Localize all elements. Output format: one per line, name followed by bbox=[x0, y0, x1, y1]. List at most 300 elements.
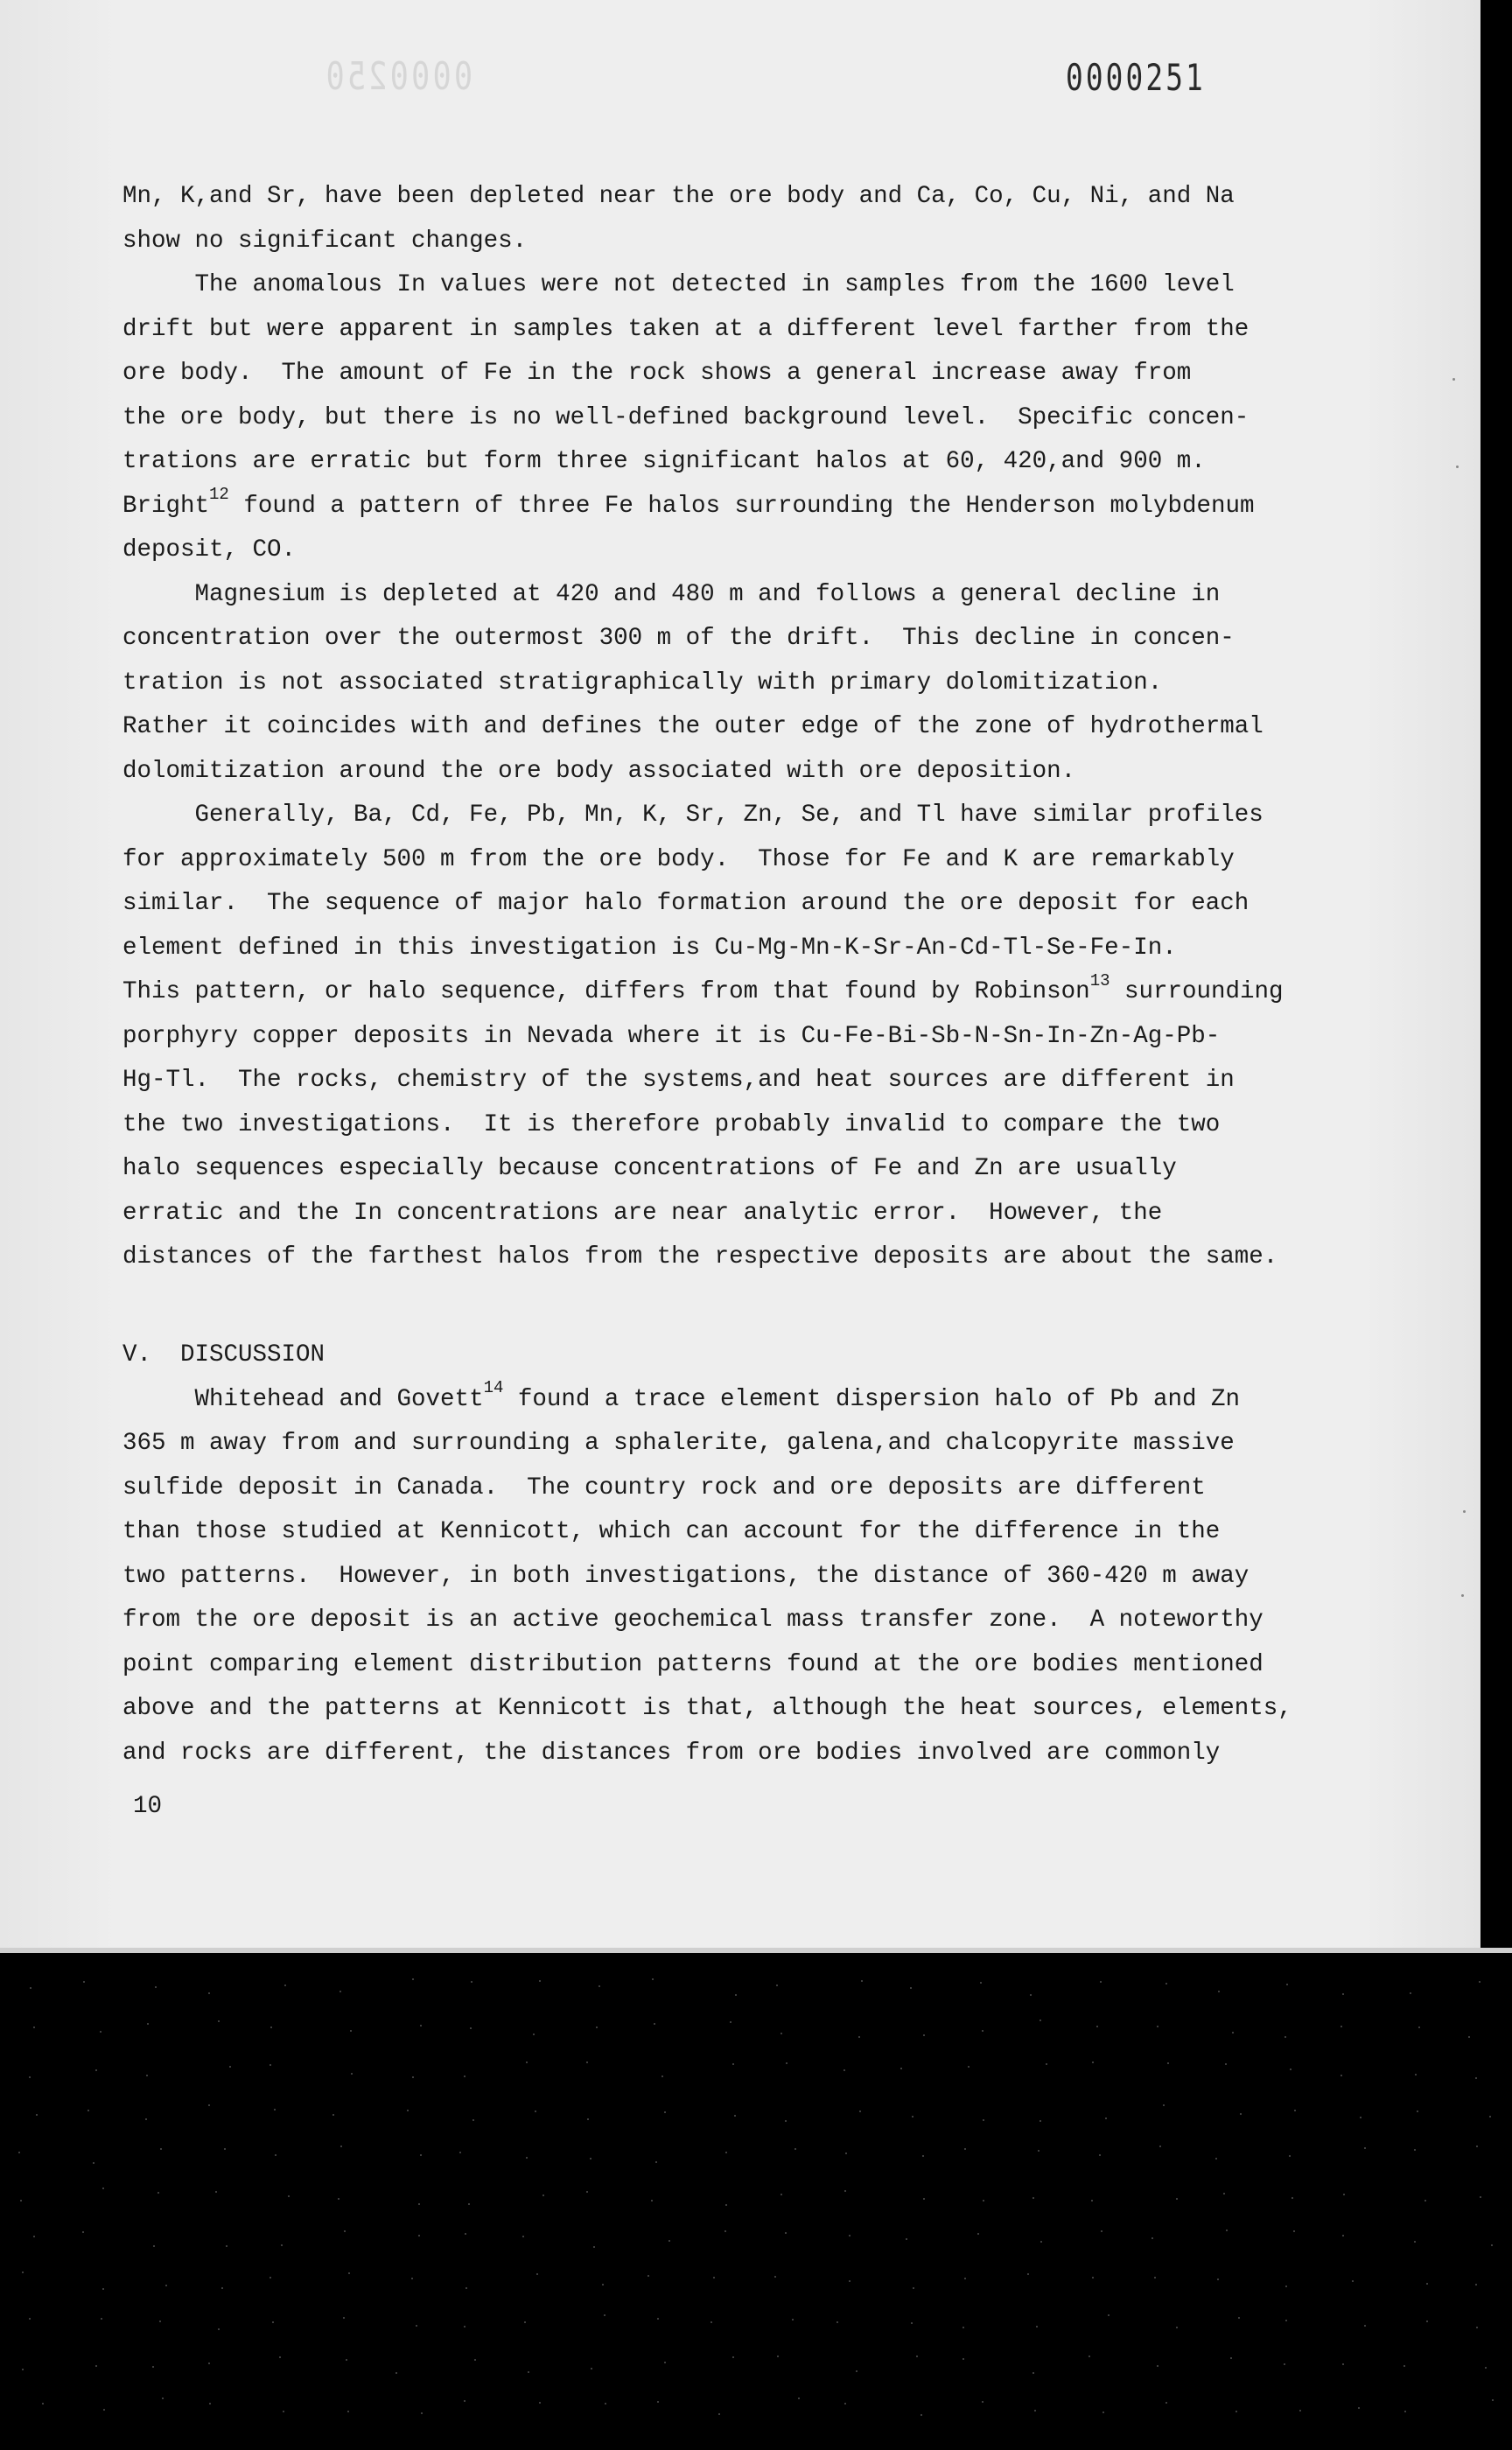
text-line: point comparing element distribution patterns found at the ore bodies mentioned bbox=[122, 1650, 1264, 1678]
scan-noise-dot bbox=[464, 2326, 466, 2328]
scan-noise-dot bbox=[1479, 1981, 1480, 1983]
scan-noise-dot bbox=[1414, 2241, 1416, 2243]
scan-noise-dot bbox=[710, 2321, 712, 2323]
scan-noise-dot bbox=[36, 2114, 38, 2116]
paper-speck bbox=[1456, 466, 1459, 468]
scan-noise-dot bbox=[964, 2278, 966, 2279]
scan-noise-dot bbox=[343, 2317, 345, 2319]
scan-noise-dot bbox=[284, 1984, 286, 1986]
scan-noise-dot bbox=[1040, 2120, 1041, 2122]
scan-noise-dot bbox=[274, 2109, 276, 2110]
scan-noise-dot bbox=[1027, 2273, 1029, 2275]
scan-noise-dot bbox=[923, 2034, 925, 2036]
scan-noise-dot bbox=[662, 2076, 663, 2077]
scan-noise-dot bbox=[33, 2026, 35, 2028]
scan-noise-dot bbox=[1032, 2372, 1034, 2374]
scan-noise-dot bbox=[528, 2371, 529, 2373]
scan-noise-dot bbox=[586, 2191, 588, 2193]
scan-noise-dot bbox=[95, 2069, 97, 2071]
scan-noise-dot bbox=[83, 1981, 85, 1983]
scan-noise-dot bbox=[1286, 1984, 1288, 1985]
scan-noise-dot bbox=[1152, 2237, 1153, 2239]
scan-noise-dot bbox=[845, 2152, 847, 2154]
scan-noise-dot bbox=[459, 2152, 461, 2153]
scan-noise-dot bbox=[162, 2398, 164, 2399]
scan-noise-dot bbox=[1030, 1994, 1032, 1996]
scan-noise-dot bbox=[539, 2402, 541, 2404]
scan-noise-dot bbox=[100, 2031, 102, 2033]
scan-noise-dot bbox=[102, 2288, 104, 2290]
scan-noise-dot bbox=[732, 2063, 734, 2065]
scan-noise-dot bbox=[1092, 2277, 1094, 2278]
scan-noise-dot bbox=[208, 2362, 210, 2364]
scan-noise-dot bbox=[542, 2194, 544, 2196]
scan-noise-dot bbox=[18, 2152, 20, 2153]
scan-noise-dot bbox=[861, 1980, 863, 1982]
scan-noise-dot bbox=[29, 2076, 31, 2078]
scan-noise-dot bbox=[1491, 2244, 1493, 2246]
scan-noise-dot bbox=[1404, 2411, 1406, 2412]
scan-noise-dot bbox=[465, 2233, 466, 2235]
scan-noise-dot bbox=[332, 2114, 334, 2116]
scan-noise-dot bbox=[33, 2236, 35, 2237]
scan-noise-dot bbox=[416, 2325, 417, 2327]
scan-noise-dot bbox=[470, 2027, 472, 2029]
scan-noise-dot bbox=[411, 2278, 413, 2279]
scan-noise-dot bbox=[1040, 2241, 1042, 2243]
body-text-top bbox=[122, 175, 1330, 1280]
scan-noise-dot bbox=[466, 2287, 467, 2289]
scan-noise-dot bbox=[350, 2030, 352, 2032]
scan-noise-dot bbox=[786, 2062, 788, 2064]
scan-noise-dot bbox=[1358, 2407, 1360, 2409]
scan-noise-dot bbox=[962, 2358, 964, 2360]
scan-noise-dot bbox=[1166, 2402, 1167, 2404]
scan-noise-dot bbox=[713, 2277, 715, 2278]
scan-noise-dot bbox=[1088, 2356, 1090, 2357]
scan-noise-dot bbox=[596, 2026, 598, 2028]
scan-noise-dot bbox=[590, 2158, 592, 2160]
scan-noise-dot bbox=[418, 2203, 420, 2205]
scan-noise-dot bbox=[604, 2314, 606, 2316]
scan-noise-dot bbox=[598, 1985, 600, 1987]
text-line: concentration over the outermost 300 m of the drift. This decline in concen- bbox=[122, 625, 1235, 652]
scan-noise-dot bbox=[964, 2148, 966, 2150]
scan-noise-dot bbox=[724, 2230, 726, 2232]
scan-noise-dot bbox=[226, 2245, 228, 2247]
scan-noise-dot bbox=[418, 2235, 420, 2236]
scan-noise-dot bbox=[982, 2401, 984, 2403]
scan-noise-dot bbox=[159, 2320, 161, 2322]
scan-noise-dot bbox=[165, 2285, 167, 2286]
text-line: element defined in this investigation is Cu-Mg-Mn-K-Sr-An-Cd-Tl-Se-Fe-In. bbox=[122, 934, 1177, 962]
scan-noise-dot bbox=[347, 2411, 349, 2412]
scan-noise-dot bbox=[95, 2365, 97, 2367]
scan-noise-dot bbox=[1105, 2118, 1107, 2119]
scan-noise-dot bbox=[1292, 2197, 1293, 2199]
scan-noise-dot bbox=[472, 2119, 474, 2121]
text-line: Hg-Tl. The rocks, chemistry of the systems,and heat sources are different in bbox=[122, 1067, 1235, 1094]
scan-noise-dot bbox=[586, 2062, 588, 2063]
scan-noise-dot bbox=[1096, 2026, 1098, 2027]
scan-noise-dot bbox=[1218, 1991, 1220, 1992]
scan-noise-dot bbox=[1092, 2062, 1094, 2063]
scan-noise-dot bbox=[602, 2284, 604, 2286]
scan-noise-dot bbox=[145, 2118, 147, 2120]
scan-noise-dot bbox=[776, 1984, 778, 1986]
scan-noise-dot bbox=[275, 2154, 276, 2156]
text-line: two patterns. However, in both investigations, the distance of 360-420 m away bbox=[122, 1562, 1250, 1590]
scan-noise-dot bbox=[657, 2401, 659, 2403]
text-line: the two investigations. It is therefore probably invalid to compare the two bbox=[122, 1110, 1221, 1138]
text-line: the ore body, but there is no well-defined background level. Specific concen- bbox=[122, 403, 1250, 431]
scan-noise-dot bbox=[651, 2200, 653, 2202]
scan-noise-dot bbox=[1475, 2284, 1477, 2286]
scan-noise-dot bbox=[82, 2231, 84, 2233]
robinson-line-start: This pattern, or halo sequence, differs from that found by Robinson bbox=[122, 978, 1090, 1005]
scan-noise-dot bbox=[1036, 2326, 1038, 2328]
govett-line-start: Whitehead and Govett bbox=[122, 1385, 484, 1413]
scan-noise-dot bbox=[464, 2076, 466, 2077]
scan-noise-dot bbox=[147, 2023, 149, 2025]
scan-noise-dot bbox=[1360, 2117, 1362, 2118]
scan-noise-dot bbox=[1099, 2154, 1101, 2156]
scan-noise-dot bbox=[270, 2277, 271, 2278]
scan-noise-dot bbox=[977, 2233, 979, 2235]
scan-noise-dot bbox=[922, 2155, 924, 2157]
scan-noise-dot bbox=[980, 1982, 982, 1984]
scan-noise-dot bbox=[340, 1991, 341, 1992]
scan-noise-dot bbox=[22, 2369, 24, 2370]
scan-noise-dot bbox=[270, 2064, 271, 2066]
scan-noise-dot bbox=[30, 1987, 32, 1989]
scan-noise-dot bbox=[664, 2362, 666, 2363]
scan-noise-dot bbox=[101, 2318, 102, 2320]
scan-noise-dot bbox=[844, 2403, 846, 2404]
scan-noise-dot bbox=[155, 1986, 157, 1988]
scan-noise-dot bbox=[1046, 2063, 1047, 2065]
scan-noise-dot bbox=[1040, 2020, 1041, 2021]
scan-noise-dot bbox=[798, 2398, 800, 2399]
scan-noise-dot bbox=[215, 2191, 217, 2193]
scan-noise-dot bbox=[654, 2023, 655, 2025]
page-number: 10 bbox=[133, 1793, 163, 1820]
scan-noise-dot bbox=[593, 2246, 595, 2248]
scan-noise-dot bbox=[88, 2110, 89, 2111]
text-line: Generally, Ba, Cd, Fe, Pb, Mn, K, Sr, Zn, Se, and Tl have similar profiles bbox=[122, 802, 1264, 829]
scan-noise-dot bbox=[160, 2148, 162, 2150]
scan-noise-dot bbox=[281, 2244, 283, 2246]
scan-noise-dot bbox=[718, 2413, 720, 2415]
bright-word: Bright bbox=[122, 492, 210, 520]
scan-noise-dot bbox=[1424, 2200, 1426, 2202]
scan-noise-dot bbox=[655, 2161, 657, 2163]
scan-noise-dot bbox=[29, 2318, 31, 2320]
scan-noise-dot bbox=[734, 2115, 736, 2117]
reference-12: 12 bbox=[209, 485, 229, 505]
scan-noise-dot bbox=[158, 2192, 159, 2194]
text-line: distances of the farthest halos from the respective deposits are about the same. bbox=[122, 1243, 1278, 1270]
scan-noise-dot bbox=[1091, 2200, 1093, 2202]
scan-noise-dot bbox=[1238, 2317, 1240, 2319]
scan-noise-dot bbox=[1215, 2158, 1217, 2160]
paper-speck bbox=[1452, 378, 1455, 381]
scan-noise-dot bbox=[1426, 2283, 1428, 2285]
scan-noise-dot bbox=[1166, 1983, 1167, 1984]
scan-noise-dot bbox=[1225, 2063, 1227, 2065]
scan-noise-dot bbox=[648, 2275, 649, 2277]
scan-noise-dot bbox=[533, 2034, 535, 2035]
scan-noise-dot bbox=[464, 2400, 466, 2402]
scan-noise-dot bbox=[1426, 2320, 1428, 2322]
scan-noise-dot bbox=[1108, 2314, 1110, 2316]
scan-noise-dot bbox=[910, 1987, 912, 1989]
scan-noise-dot bbox=[288, 2195, 290, 2197]
scan-noise-dot bbox=[218, 2328, 220, 2330]
scan-noise-dot bbox=[279, 2356, 281, 2358]
scan-noise-dot bbox=[1240, 2113, 1242, 2115]
text-line: and rocks are different, the distances from ore bodies involved are commonly bbox=[122, 1739, 1221, 1767]
scan-noise-dot bbox=[535, 2110, 536, 2112]
paper-speck bbox=[1463, 1510, 1466, 1513]
scan-noise-dot bbox=[792, 2319, 794, 2320]
scan-noise-dot bbox=[591, 2368, 592, 2370]
scan-noise-dot bbox=[1157, 2026, 1158, 2027]
scan-noise-dot bbox=[780, 2033, 782, 2034]
robinson-line-end: surrounding bbox=[1124, 978, 1284, 1005]
scan-noise-dot bbox=[1342, 2235, 1344, 2236]
scan-noise-dot bbox=[1415, 2074, 1417, 2076]
scan-noise-dot bbox=[93, 2162, 94, 2164]
scan-noise-dot bbox=[1489, 2116, 1491, 2118]
govett-line-end: found a trace element dispersion halo of Pb and Zn bbox=[517, 1385, 1241, 1413]
scan-noise-dot bbox=[1299, 2410, 1301, 2412]
scan-noise-dot bbox=[22, 2272, 24, 2273]
scan-noise-dot bbox=[900, 2068, 902, 2069]
text-line: show no significant changes. bbox=[122, 227, 528, 255]
reference-13: 13 bbox=[1089, 970, 1110, 990]
scan-noise-dot bbox=[856, 2370, 858, 2372]
scan-noise-dot bbox=[412, 1978, 414, 1980]
scan-noise-dot bbox=[1285, 2286, 1287, 2287]
text-line: tration is not associated stratigraphically with primary dolomitization. bbox=[122, 668, 1163, 696]
scan-noise-dot bbox=[1101, 2230, 1102, 2232]
scan-noise-dot bbox=[1226, 2230, 1228, 2231]
scan-noise-dot bbox=[725, 2152, 727, 2153]
text-line: for approximately 500 m from the ore body. Those for Fe and K are remarkably bbox=[122, 845, 1235, 873]
scan-noise-dot bbox=[471, 1981, 472, 1983]
scan-noise-dot bbox=[859, 2110, 861, 2112]
scan-edge bbox=[0, 1948, 1512, 1953]
scan-noise-dot bbox=[652, 1978, 654, 1980]
scan-noise-dot bbox=[923, 2198, 925, 2200]
scan-noise-dot bbox=[468, 2203, 470, 2205]
text-line: than those studied at Kennicott, which can account for the difference in the bbox=[122, 1518, 1221, 1545]
text-line: halo sequences especially because concentrations of Fe and Zn are usually bbox=[122, 1155, 1177, 1182]
scan-noise-dot bbox=[209, 2403, 211, 2404]
scan-noise-dot bbox=[103, 2409, 105, 2411]
scan-noise-dot bbox=[1102, 2412, 1104, 2413]
scan-noise-dot bbox=[524, 2321, 526, 2323]
scan-noise-dot bbox=[1364, 2147, 1366, 2149]
scan-noise-dot bbox=[1475, 2077, 1477, 2079]
scan-noise-dot bbox=[1476, 2146, 1478, 2147]
scan-noise-dot bbox=[526, 2157, 528, 2159]
scan-noise-dot bbox=[348, 2272, 350, 2274]
text-line: 365 m away from and surrounding a sphalerite, galena,and chalcopyrite massive bbox=[122, 1430, 1235, 1457]
discussion-section bbox=[122, 1334, 1330, 1775]
scan-noise-dot bbox=[351, 2073, 353, 2075]
scan-noise-dot bbox=[1476, 2327, 1478, 2328]
scan-noise-dot bbox=[668, 2240, 670, 2242]
scan-noise-dot bbox=[526, 2062, 528, 2063]
scan-noise-dot bbox=[1468, 2036, 1470, 2038]
scan-noise-dot bbox=[1289, 2155, 1291, 2157]
scan-noise-dot bbox=[1294, 2110, 1296, 2111]
scan-noise-dot bbox=[587, 2118, 589, 2120]
scan-noise-dot bbox=[1414, 2149, 1416, 2151]
scan-noise-dot bbox=[1176, 2327, 1178, 2328]
scan-noise-dot bbox=[664, 2111, 666, 2113]
scan-noise-dot bbox=[780, 2194, 782, 2195]
bleed-through-number: 0000250 bbox=[323, 54, 473, 99]
text-line: dolomitization around the ore body associated with ore deposition. bbox=[122, 757, 1076, 785]
scan-noise-dot bbox=[1492, 2399, 1494, 2401]
scan-noise-dot bbox=[983, 2200, 984, 2202]
text-line: ore body. The amount of Fe in the rock shows a general increase away from bbox=[122, 360, 1192, 387]
scan-noise-dot bbox=[983, 2119, 984, 2121]
scan-noise-dot bbox=[1293, 2230, 1295, 2232]
scan-noise-dot bbox=[735, 1994, 737, 1996]
scan-noise-dot bbox=[1290, 2068, 1292, 2070]
scan-noise-dot bbox=[272, 2321, 274, 2323]
scan-noise-dot bbox=[858, 2036, 860, 2038]
scan-noise-dot bbox=[1167, 2062, 1169, 2064]
scan-noise-dot bbox=[1284, 2036, 1286, 2038]
scan-noise-dot bbox=[1038, 2150, 1040, 2152]
scan-noise-dot bbox=[1163, 2104, 1165, 2106]
text-line: erratic and the In concentrations are near analytic error. However, the bbox=[122, 1199, 1163, 1227]
scan-noise-dot bbox=[777, 2356, 779, 2357]
scan-noise-dot bbox=[340, 2146, 342, 2147]
scan-noise-dot bbox=[146, 2075, 148, 2076]
scan-noise-dot bbox=[785, 2120, 787, 2122]
scan-noise-dot bbox=[283, 2411, 284, 2412]
scan-noise-dot bbox=[346, 2359, 347, 2361]
scan-noise-dot bbox=[218, 2020, 220, 2022]
scan-noise-dot bbox=[962, 2327, 964, 2328]
scan-noise-dot bbox=[844, 2069, 845, 2071]
scan-noise-dot bbox=[1157, 2365, 1158, 2367]
scan-noise-dot bbox=[1343, 2194, 1345, 2195]
scan-noise-dot bbox=[420, 2025, 422, 2026]
scan-noise-dot bbox=[1230, 2357, 1232, 2359]
scan-noise-dot bbox=[911, 2322, 913, 2324]
scan-noise-dot bbox=[920, 2414, 922, 2416]
scan-noise-dot bbox=[152, 2366, 154, 2368]
scan-noise-dot bbox=[605, 2403, 606, 2404]
scan-noise-dot bbox=[1480, 2196, 1481, 2198]
text-line-bright bbox=[122, 485, 1330, 529]
scan-noise-dot bbox=[229, 2066, 231, 2068]
scan-noise-dot bbox=[785, 2232, 787, 2234]
scan-noise-dot bbox=[208, 2104, 210, 2106]
text-line: deposit, CO. bbox=[122, 536, 297, 564]
scan-noise-dot bbox=[396, 2372, 397, 2374]
scan-noise-dot bbox=[836, 2321, 838, 2323]
text-line: Rather it coincides with and defines the outer edge of the zone of hydrothermal bbox=[122, 713, 1264, 740]
scan-noise-dot bbox=[421, 2412, 423, 2414]
scan-noise-dot bbox=[522, 2236, 524, 2237]
bright-line-rest: found a pattern of three Fe halos surrounding the Henderson molybdenum bbox=[243, 492, 1255, 520]
scan-noise-dot bbox=[208, 1992, 210, 1994]
scan-noise-dot bbox=[338, 2198, 340, 2200]
scan-noise-dot bbox=[730, 2021, 732, 2023]
scan-noise-dot bbox=[725, 2204, 727, 2206]
scan-noise-dot bbox=[224, 2148, 226, 2150]
text-line: drift but were apparent in samples taken at a different level farther from the bbox=[122, 315, 1250, 343]
scan-noise-dot bbox=[1284, 2363, 1285, 2365]
text-line: similar. The sequence of major halo formation around the ore deposit for each bbox=[122, 890, 1250, 917]
scan-noise-dot bbox=[1340, 2026, 1342, 2027]
scan-noise-dot bbox=[20, 2200, 22, 2202]
scan-noise-dot bbox=[1352, 2280, 1354, 2282]
scan-noise-dot bbox=[1154, 2277, 1156, 2278]
scan-noise-dot bbox=[849, 2280, 850, 2282]
scan-noise-dot bbox=[407, 2110, 409, 2111]
text-line: from the ore deposit is an active geochemical mass transfer zone. A noteworthy bbox=[122, 1606, 1264, 1634]
scan-noise-dot bbox=[1340, 2075, 1342, 2076]
scan-noise-dot bbox=[1159, 2146, 1161, 2147]
text-line: Mn, K,and Sr, have been depleted near the ore body and Ca, Co, Cu, Ni, and Na bbox=[122, 183, 1235, 210]
scan-noise-dot bbox=[913, 2287, 914, 2289]
scan-noise-dot bbox=[774, 2276, 776, 2278]
scan-noise-dot bbox=[1217, 2278, 1219, 2280]
scan-noise-dot bbox=[1034, 2410, 1036, 2412]
scan-noise-dot bbox=[1100, 1981, 1102, 1983]
reference-14: 14 bbox=[483, 1378, 504, 1398]
text-line: sulfide deposit in Canada. The country rock and ore deposits are different bbox=[122, 1474, 1206, 1502]
text-line: Magnesium is depleted at 420 and 480 m and follows a general decline in bbox=[122, 580, 1221, 608]
scan-noise-dot bbox=[1410, 1992, 1411, 1994]
scan-noise-dot bbox=[916, 2356, 918, 2357]
document-number: 0000251 bbox=[1066, 56, 1206, 99]
text-line: trations are erratic but form three significant halos at 60, 420,and 900 m. bbox=[122, 448, 1206, 475]
scan-noise-dot bbox=[968, 2066, 970, 2068]
scan-noise-dot bbox=[102, 2188, 104, 2189]
scan-noise-dot bbox=[906, 2238, 907, 2240]
scan-noise-dot bbox=[42, 2403, 44, 2404]
text-line-robinson bbox=[122, 970, 1330, 1015]
scan-noise-dot bbox=[912, 2116, 914, 2118]
text-line: porphyry copper deposits in Nevada where it is Cu-Fe-Bi-Sb-N-Sn-In-Zn-Ag-Pb- bbox=[122, 1022, 1221, 1050]
scan-noise-dot bbox=[982, 2030, 984, 2032]
scan-noise-dot bbox=[1223, 2193, 1225, 2194]
scan-noise-dot bbox=[794, 2148, 796, 2150]
scan-noise-dot bbox=[1342, 1993, 1344, 1995]
scan-noise-dot bbox=[539, 1980, 541, 1982]
scan-noise-dot bbox=[844, 2190, 846, 2192]
scan-noise-dot bbox=[1364, 2325, 1366, 2327]
scan-noise-dot bbox=[1032, 2197, 1034, 2199]
scan-noise-dot bbox=[420, 2154, 422, 2156]
scan-noise-dot bbox=[1417, 2110, 1418, 2112]
scan-noise-dot bbox=[153, 2245, 155, 2247]
scan-noise-dot bbox=[849, 2235, 850, 2236]
scan-noise-dot bbox=[536, 2273, 538, 2275]
paper-speck bbox=[1461, 1594, 1464, 1597]
scan-noise-dot bbox=[1418, 2026, 1420, 2028]
